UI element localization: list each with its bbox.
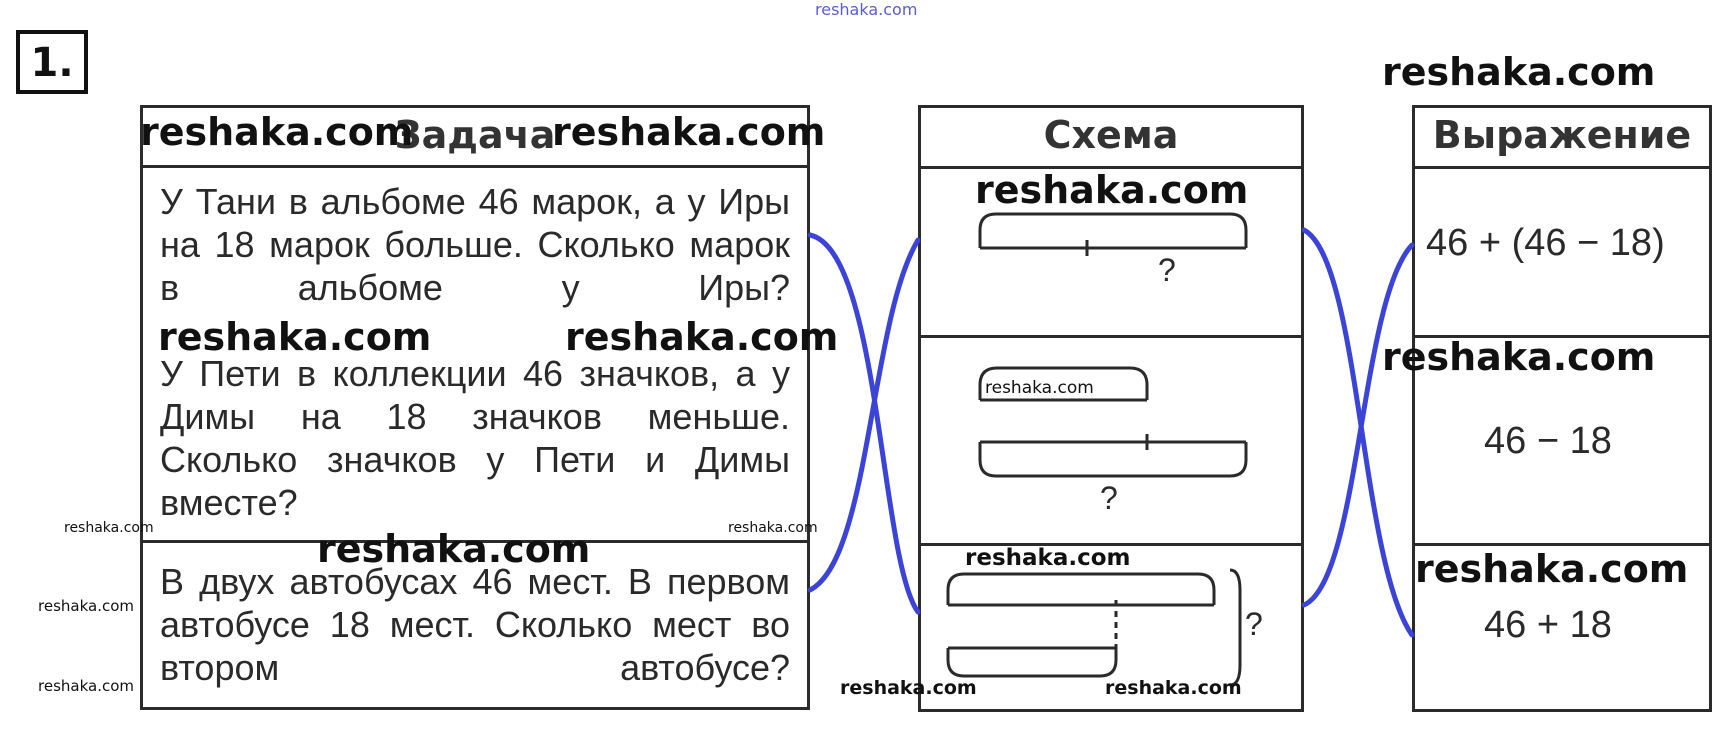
watermark: reshaka.com: [975, 168, 1249, 212]
scheme-3-diagram: [948, 570, 1240, 685]
scheme-1-diagram: [980, 214, 1246, 256]
scheme-header: Схема: [1043, 113, 1179, 157]
watermark: reshaka.com: [728, 520, 818, 536]
task-1: У Тани в альбоме 46 марок, а у Иры на 18 марок больше. Сколько марок в альбоме у Иры?: [160, 181, 790, 308]
watermark: reshaka.com: [38, 597, 134, 615]
expression-2: 46 − 18: [1484, 420, 1612, 462]
watermark: reshaka.com: [1382, 335, 1656, 379]
watermark: reshaka.com: [317, 527, 591, 571]
expression-header: Выражение: [1432, 113, 1692, 157]
expression-3: 46 + 18: [1484, 604, 1612, 646]
exercise-number: 1.: [16, 30, 88, 94]
task-header: Задача: [394, 113, 556, 157]
watermark: reshaka.com: [985, 378, 1094, 398]
watermark: reshaka.com: [1415, 547, 1689, 591]
scheme-2-question: ?: [1100, 480, 1118, 516]
watermark: reshaka.com: [158, 315, 432, 359]
watermark: reshaka.com: [140, 110, 414, 154]
watermark: reshaka.com: [1382, 50, 1656, 94]
watermark-top: reshaka.com: [815, 0, 918, 19]
watermark: reshaka.com: [64, 520, 154, 536]
watermark: reshaka.com: [565, 315, 839, 359]
watermark: reshaka.com: [1105, 677, 1242, 699]
watermark: reshaka.com: [840, 677, 977, 699]
watermark: reshaka.com: [38, 677, 134, 695]
watermark: reshaka.com: [965, 545, 1131, 571]
scheme-1-question: ?: [1158, 252, 1176, 288]
task-3: В двух автобусах 46 мест. В первом автобусе 18 мест. Сколько мест во втором автобусе?: [160, 561, 790, 688]
task-2: У Пети в коллекции 46 значков, а у Димы на 18 значков меньше. Сколько значков у Пети и Димы вместе?: [160, 353, 790, 523]
watermark: reshaka.com: [552, 110, 826, 154]
scheme-3-question: ?: [1245, 606, 1263, 642]
expression-1: 46 + (46 − 18): [1426, 222, 1665, 264]
